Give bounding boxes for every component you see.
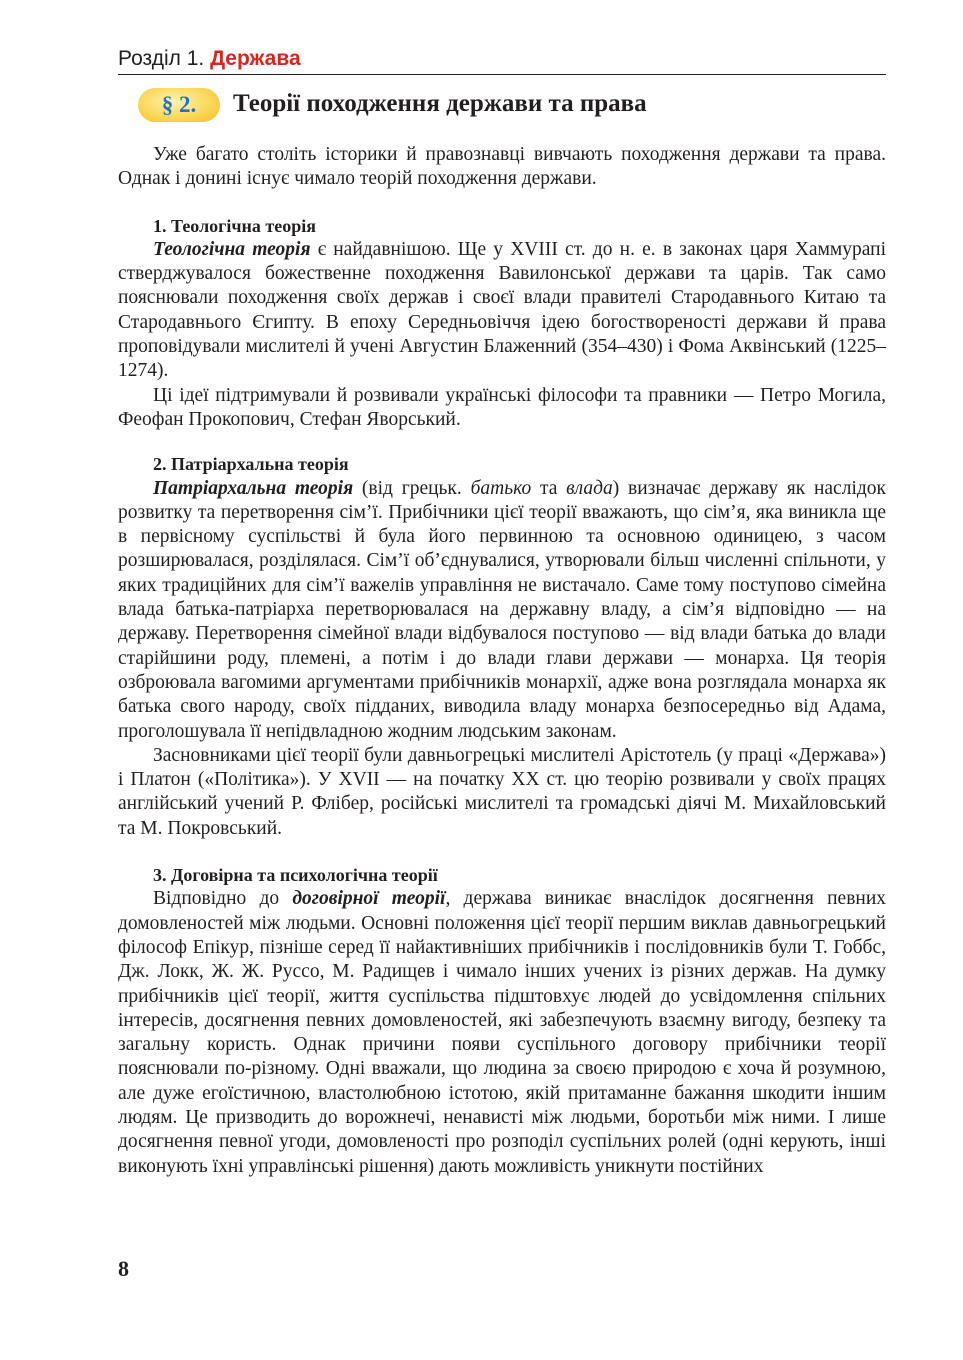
page-number: 8 [118,1256,129,1281]
section-heading-theological: 1. Теологічна теорія [153,215,316,236]
term-theological: Теологічна теорія [153,238,311,260]
greek-word-father: батько [470,477,532,499]
section-heading-patriarchal: 2. Патріархальна теорія [153,454,349,475]
patriarchal-text-c: ) визначає державу як наслідок розвитку та перетворення сім’ї. Прибічники цієї теорії вважають, що сім’я, яка виникла ще в первісному суспільстві й була його первинною та основною одиницею, з часом розширювалася, розділялася. Сім’ї об’єднувалися, утворювали більш численні спільноти, у яких традиційних для сім’ї важелів управління не вистачало. Саме тому поступово сімейна влада батька-патріарха перетворювалася на державну владу, а сім’я відповідно — на державу. Перетворення сімейної влади відбувалося поступово — від влади батька до влади старійшини роду, племені, а потім і до влади глави держави — монарха. Ця теорія озброювала вагомими аргументами прибічників монархії, адже вона розглядала монарха як батька свого народу, своїх підданих, виводила владу монарха безпосередньо від Адама, проголошувала її непідвладною жодним людським законам. [118,477,887,742]
patriarchal-text-a: (від грецьк. [353,477,471,499]
theological-paragraph-2: Ці ідеї підтримували й розвивали українські філософи та правники — Петро Могила, Феофан Прокопович, Стефан Яворський. [118,384,886,430]
running-head [118,46,301,72]
term-contract: договірної теорії [292,888,446,910]
chapter-name: Держава [210,47,301,70]
theological-text: є найдавнішою. Ще у XVIII ст. до н. е. в законах царя Хаммурапі стверджувалося божественне походження Вавилонської держави та царів. Так само пояснювали походження своїх держав і своєї влади правителі Стародавнього Китаю та Стародавнього Єгипту. В епоху Середньовіччя ідею богоствореності держави й права проповідували мислителі й учені Августин Блаженний (354–430) і Фома Аквінський (1225–1274). [118,238,886,382]
patriarchal-text-b: та [531,477,567,499]
intro-paragraph: Уже багато століть історики й правознавці вивчають походження держави та права. Однак і донині існує чимало теорій походження держави. [118,144,886,190]
term-patriarchal: Патріархальна теорія [153,477,354,499]
contract-text-a: Відповідно до [153,888,293,910]
greek-word-power: влада [566,477,613,499]
page-body [118,143,886,1179]
patriarchal-paragraph-1 [118,477,886,744]
contract-paragraph-1 [118,887,886,1179]
section-heading-contract: 3. Договірна та психологічна теорії [153,865,438,886]
header-divider [118,74,886,75]
chapter-prefix: Розділ 1. [118,47,205,70]
paragraph-badge: § 2. [138,88,220,122]
contract-text-b: , держава виникає внаслідок досягнення певних домовленостей між людьми. Основні положення цієї теорії першим виклав давньогрецький філософ Епікур, пізніше серед її найактивніших прибічників і послідовників були Т. Гоббс, Дж. Локк, Ж. Ж. Руссо, М. Радищев і чимало інших учених із різних держав. На думку прибічників цієї теорії, життя суспільства підштовхує людей до усвідомлення спільних інтересів, досягнення певних домовленостей, які забезпечують взаємну вигоду, безпеку та загальну користь. Однак причини появи суспільного договору прибічники теорії пояснювали по-різному. Одні вважали, що людина за своєю природою є хоча й розумною, але дуже егоїстичною, властолюбною істотою, якій притаманне бажання шкодити іншим людям. Це призводить до ворожнечі, ненависті між людьми, боротьби між ними. І лише досягнення певної угоди, домовленості про розподіл суспільних ролей (одні керують, інші виконують їхні управлінські рішення) дають можливість уникнути постійних [118,888,887,1177]
paragraph-title: Теорії походження держави та права [233,90,647,117]
theological-paragraph-1 [118,238,886,384]
patriarchal-paragraph-2: Засновниками цієї теорії були давньогрецькі мислителі Арістотель (у праці «Держава») і Платон («Політика»). У XVII — на початку XX ст. цю теорію розвивали у своїх працях англійський учений Р. Флібер, російські мислителі та громадські діячі М. Михайловський та М. Покровський. [118,744,886,839]
